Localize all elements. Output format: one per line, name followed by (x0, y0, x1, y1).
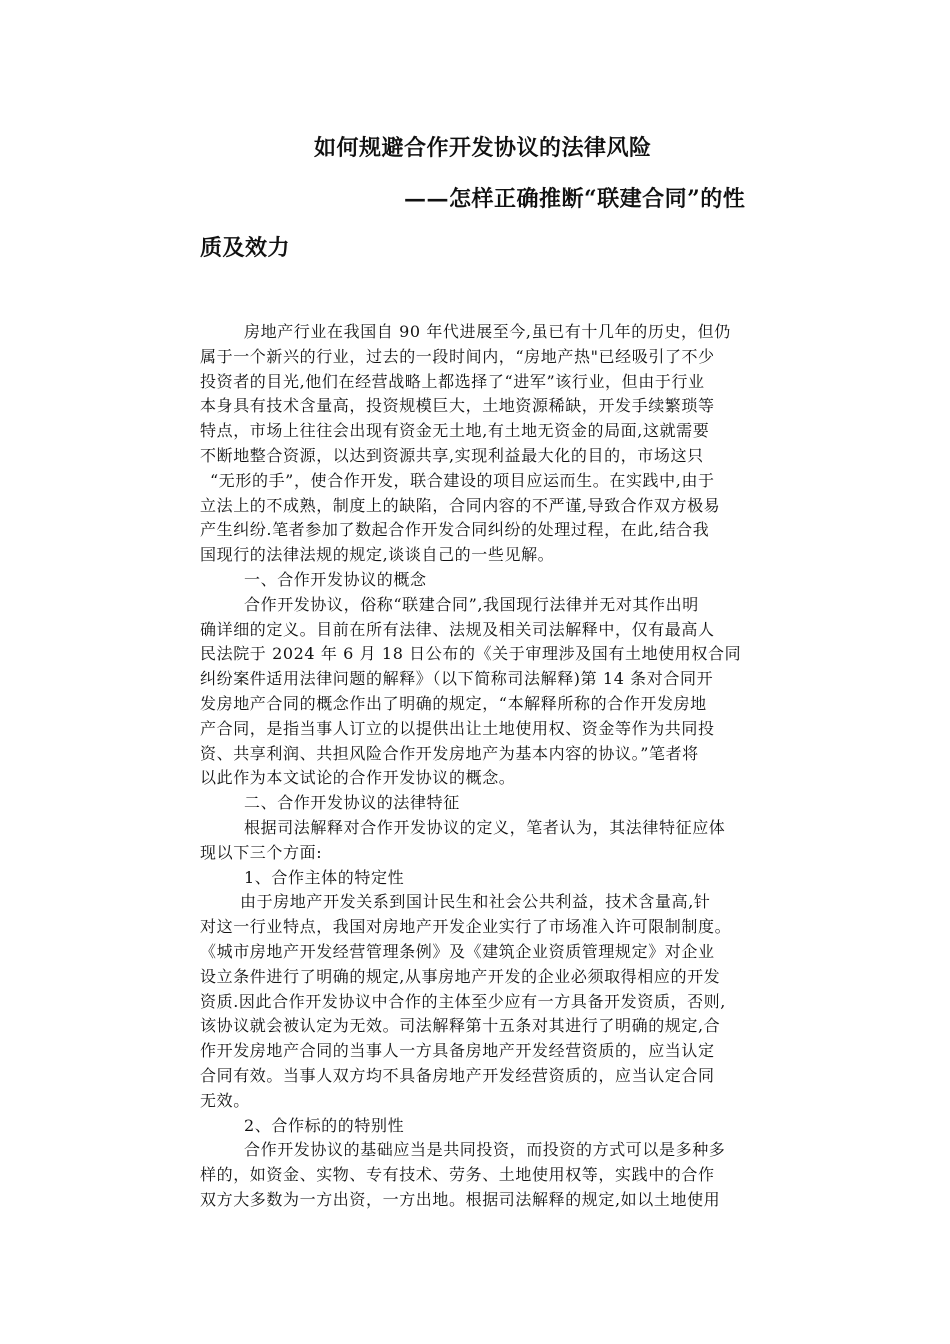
paragraph-line: 合同有效。当事人双方均不具备房地产开发经营资质的，应当认定合同 (200, 1065, 715, 1085)
paragraph-line: 现以下三个方面: (200, 842, 323, 862)
section-heading: 一、合作开发协议的概念 (244, 569, 427, 589)
title-line-2: ——怎样正确推断“联建合同”的性 (404, 186, 746, 212)
paragraph-line: 确详细的定义。目前在所有法律、法规及相关司法解释中，仅有最高人 (200, 619, 715, 639)
paragraph-line: 样的，如资金、实物、专有技术、劳务、土地使用权等，实践中的合作 (200, 1165, 715, 1185)
section-heading: 二、合作开发协议的法律特征 (244, 793, 460, 813)
paragraph-line: 根据司法解释对合作开发协议的定义，笔者认为，其法律特征应体 (244, 817, 726, 837)
paragraph-line: 立法上的不成熟，制度上的缺陷，合同内容的不严谨,导致合作双方极易 (200, 495, 721, 515)
paragraph-line: 双方大多数为一方出资，一方出地。根据司法解释的规定,如以土地使用 (200, 1189, 721, 1209)
subsection-heading: 1、合作主体的特定性 (244, 867, 405, 887)
paragraph-line: 《城市房地产开发经营管理条例》及《建筑企业资质管理规定》对企业 (200, 941, 715, 961)
paragraph-line: 发房地产合同的概念作出了明确的规定，“本解释所称的合作开发房地 (200, 693, 707, 713)
paragraph-line: 不断地整合资源，以达到资源共享,实现利益最大化的目的，市场这只 (200, 445, 704, 465)
paragraph-line: 投资者的目光,他们在经营战略上都选择了“进军”该行业，但由于行业 (200, 371, 705, 391)
paragraph-line: 属于一个新兴的行业，过去的一段时间内，“房地产热"已经吸引了不少 (200, 346, 715, 366)
paragraph-line: 特点，市场上往往会出现有资金无土地,有土地无资金的局面,这就需要 (200, 421, 710, 441)
paragraph-line: 产生纠纷.笔者参加了数起合作开发合同纠纷的处理过程，在此,结合我 (200, 520, 710, 540)
paragraph-line: 无效。 (200, 1090, 250, 1110)
paragraph-line: 国现行的法律法规的规定,谈谈自己的一些见解。 (200, 545, 555, 565)
subsection-heading: 2、合作标的的特别性 (244, 1115, 405, 1135)
paragraph-line: 由于房地产开发关系到国计民生和社会公共利益，技术含量高,针 (240, 892, 711, 912)
paragraph-line: 该协议就会被认定为无效。司法解释第十五条对其进行了明确的规定,合 (200, 1016, 721, 1036)
paragraph-line: 对这一行业特点，我国对房地产开发企业实行了市场准入许可限制制度。 (200, 917, 732, 937)
title-line-3: 质及效力 (200, 235, 291, 261)
paragraph-line: 房地产行业在我国自 90 年代进展至今,虽已有十几年的历史，但仍 (244, 322, 731, 341)
body-text (200, 320, 820, 1213)
paragraph-line: 以此作为本文试论的合作开发协议的概念。 (200, 768, 516, 788)
paragraph-line: 资、共享利润、共担风险合作开发房地产为基本内容的协议。”笔者将 (200, 743, 699, 763)
paragraph-line: 产合同，是指当事人订立的以提供出让土地使用权、资金等作为共同投 (200, 718, 715, 738)
paragraph-line: 资质.因此合作开发协议中合作的主体至少应有一方具备开发资质，否则, (200, 991, 726, 1011)
paragraph-line: 作开发房地产合同的当事人一方具备房地产开发经营资质的，应当认定 (200, 1041, 715, 1061)
paragraph-line: 合作开发协议的基础应当是共同投资，而投资的方式可以是多种多 (244, 1140, 726, 1160)
paragraph-line: “无形的手”，使合作开发，联合建设的项目应运而生。在实践中,由于 (210, 470, 715, 490)
paragraph-line: 民法院于 2024 年 6 月 18 日公布的《关于审理涉及国有土地使用权合同 (200, 644, 742, 664)
title-line-1: 如何规避合作开发协议的法律风险 (314, 135, 652, 161)
paragraph-line: 合作开发协议，俗称“联建合同”,我国现行法律并无对其作出明 (244, 594, 699, 614)
paragraph-line: 设立条件进行了明确的规定,从事房地产开发的企业必须取得相应的开发 (200, 966, 721, 986)
paragraph-line: 纠纷案件适用法律问题的解释》（以下简称司法解释)第 14 条对合同开 (200, 669, 714, 689)
paragraph-line: 本身具有技术含量高，投资规模巨大，土地资源稀缺，开发手续繁琐等 (200, 396, 715, 416)
